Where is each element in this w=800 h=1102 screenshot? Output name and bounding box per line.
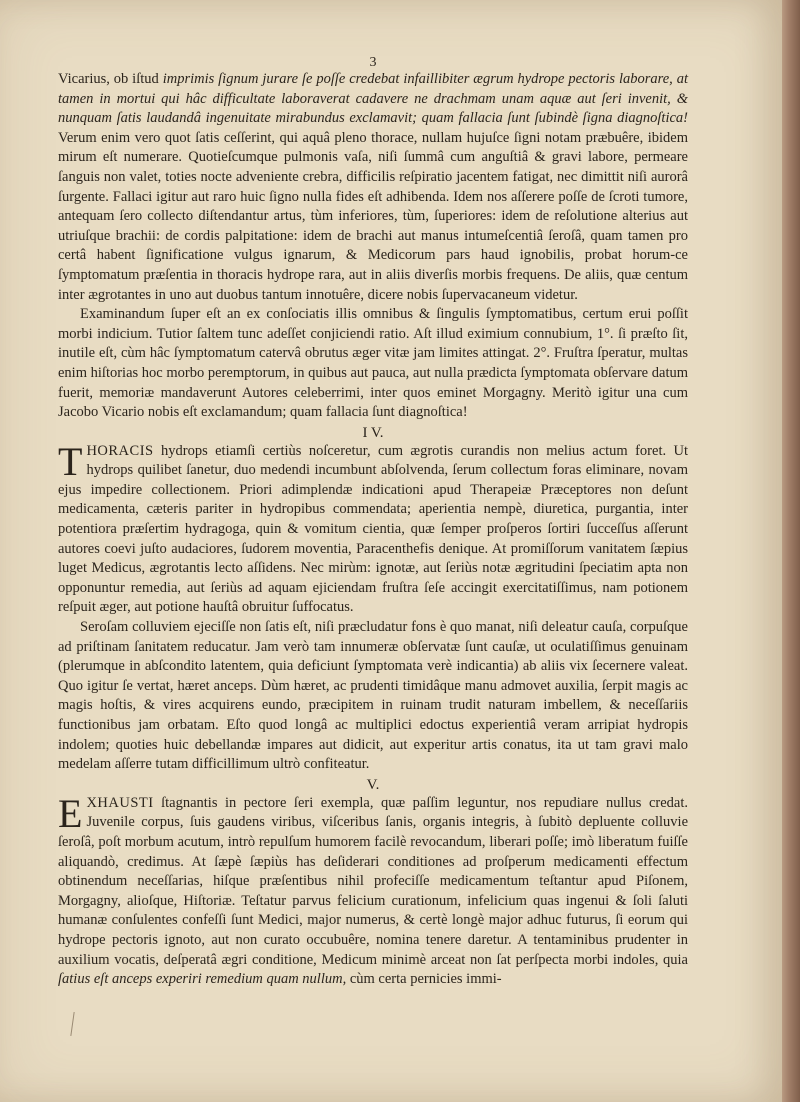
margin-pencil-mark (70, 1012, 74, 1036)
section-v-text-end: cùm certa pernicies immi- (346, 971, 502, 988)
section-iv-paragraph-1 (58, 438, 688, 618)
page-text (58, 55, 688, 990)
paragraph-2: Examinandum ſuper eſt an ex conſociatis illis omnibus & ſingulis ſymptomatibus, certum erui poſſit morbi indicium. Tutior ſaltem tunc adeſſet conjiciendi ratio. Aſt illud eximium connubium, 1°. ſi præſto ſit, inutile eſt, cùm hâc ſymptomatum catervâ obrutus æger vitæ jam limites attingat. 2°. Fruſtra ſperatur, multas enim hiſtorias hoc morbo peremptorum, in quibus aut pauca, aut nulla prædicta ſymptomata obſervare datum fuerit, memoriæ mandaverunt Autores celeberrimi, inter quos eminet Morgagny. Meritò igitur una cum Jacobo Vicario nobis eſt exclamandum; quam fallacia ſunt diagnoſtica! (58, 306, 688, 421)
section-v-lead: XHAUSTI (86, 794, 154, 811)
page-number: 3 (369, 55, 377, 70)
paragraph-1 (58, 70, 688, 305)
dropcap-t: T (58, 438, 83, 484)
section-v-text: ſtagnantis in pectore ſeri exempla, quæ paſſim leguntur, nos repudiare nullus credat. Juvenile corpus, ſuis gaudens viribus, viſceribus ſanis, organis integris, à ſubitò depluente colluvie ſeroſâ, poſt morbum acutum, intrò repulſum humorem facilè revocandum, liberari poſſe; imò liberatum fuiſſe aliquandò, credimus. At ſæpè ſæpiùs has deſiderari conditiones ad proſperum medicamenti effectum obtinendum neceſſarias, hiſque præſentibus nihil profeciſſe medicamentum teſtantur apud Piſonem, Morgagny, alioſque, Hiſtoriæ. Teſtatur parvus felicium curationum, infelicium quas ingenui & ſoli ſaluti humanæ conſulentes confeſſi ſunt Medici, major numerus, & certè longè major adhuc futurus, ſi eorum qui hydrope pectoris ignoto, aut non curato occubuêre, nomina tenere daretur. A tentaminibus prudenter in auxilium vocatis, deſperatâ ægri conditione, Medicum minimè arceat non ſat perſpecta morbi indoles, quia (58, 794, 688, 968)
paragraph-1-rest: Verum enim vero quot ſatis ceſſerint, qui aquâ pleno thorace, nullam hujuſce ſigni notam præbuêre, ibidem mirum eſt numerare. Quotieſcumque pulmonis vaſa, niſi ſummâ cum anguſtiâ & gravi labore, permeare ſanguis non valet, toties nocte adveniente crebra, difficilis reſpiratio jacentem fatigat, nec dimittit niſi aurorâ ſurgente. Fallaci igitur aut raro huic ſigno nulla fides eſt adhibenda. Idem nos aſſerere poſſe de ſcroti tumore, antequam ſero collecto diſtendantur artus, tùm inferiores, tùm, ſuperiores: idem de reſolutione alterius aut utriuſque brachii: de cordis palpitatione: idem de brachi aut manus intumeſcentiâ ſeroſâ, quam tamen pro certâ habent ſignificatione vulgus ignarum, & Medicorum pars haud ignobilis, probat horum-ce ſymptomatum præſentia in thoracis hydrope rara, aut in aliis diverſis morbis frequens. De aliis, quæ centum inter ægrotantes in uno aut duobus tantum innotuêre, dicere nobis ſupervacaneum videtur. (58, 129, 688, 303)
paragraph-1-quote: imprimis ſignum jurare ſe poſſe credebat infaillibiter ægrum hydrope pectoris laborare, at tamen in mortui qui hâc difficultate laboraverat cadavere ne drachmam unam aquæ aut ſeri invenit, & nunquam ſatis laudandâ ingenuitate mirabundus exclamavit; quam fallacia ſunt ſubindè ſigna diagnoſtica! (58, 71, 688, 127)
paragraph-1-start: Vicarius, ob iſtud (58, 71, 163, 87)
section-v-quote: ſatius eſt anceps experiri remedium quam nullum, (58, 971, 347, 988)
page-edge (782, 0, 800, 1102)
section-iv-lead: HORACIS (86, 442, 154, 459)
section-iv-paragraph-2: Seroſam colluviem ejeciſſe non ſatis eſt, niſi præcludatur fons è quo manat, niſi deleatur cauſa, corpuſque ad priſtinam ſanitatem reducatur. Jam verò tam innumeræ obſervatæ ſunt cauſæ, ut oculatiſſimus genuinam (plerumque in abſcondito latentem, quia deficiunt ſymptomata verè indicantia) ab aliis vix ſecernere valeat. Quo igitur ſe vertat, hæret anceps. Dùm hæret, ac prudenti timidâque manu admovet auxilia, ſerpit magis ac magis hoſtis, & vires acquirens eundo, præcipitem in ruinam trudit naturam imbellem, & neceſſariis functionibus jam orbatam. Eſto quod longâ ac multiplici edoctus experientiâ veram arripiat hydropis indolem; quoties huic debellandæ impares aut didicit, aut experitur artis conatus, ita ut tam gravi malo medelam aſſerre tutam difficillimum ultrò confiteatur. (58, 619, 688, 773)
section-heading-v: V. (366, 776, 380, 793)
section-iv-text: hydrops etiamſi certiùs noſceretur, cum ægrotis curandis non melius actum foret. Ut hydrops quilibet ſanetur, duo medendi incumbunt abſolvenda, ſerum collectum foras eliminare, novam ejus impedire collectionem. Priori adimplendæ indicationi apud Therapeiæ Præceptores non deſunt medicamenta, cæteris pariter in hydropibus commendata; aperientia nempè, diuretica, purgantia, inter potentiora præſertim hydragoga, quin & vomitum cientia, quæ ſemper proſperos ſortiri ſucceſſus aſſerunt autores coevi juſto audaciores, ſudorem moventia, Paracenthefis denique. At promiſſorum vanitatem ſæpius luget Medicus, ægrotantis lecto aſſidens. Nec mirùm: ignotæ, aut ſeriùs notæ ægritudini ſpeciatim apta non opponuntur remedia, aut ſeriùs ad aquam ejiciendam fruſtra ſeſe accingit exercitatiſſimus, nam potionem reſpuit æger, aut potione hauſtâ obruitur ſuffocatus. (58, 442, 688, 616)
section-heading-iv: I V. (362, 424, 384, 441)
section-v-paragraph-1 (58, 790, 688, 990)
dropcap-e: E (58, 790, 83, 836)
